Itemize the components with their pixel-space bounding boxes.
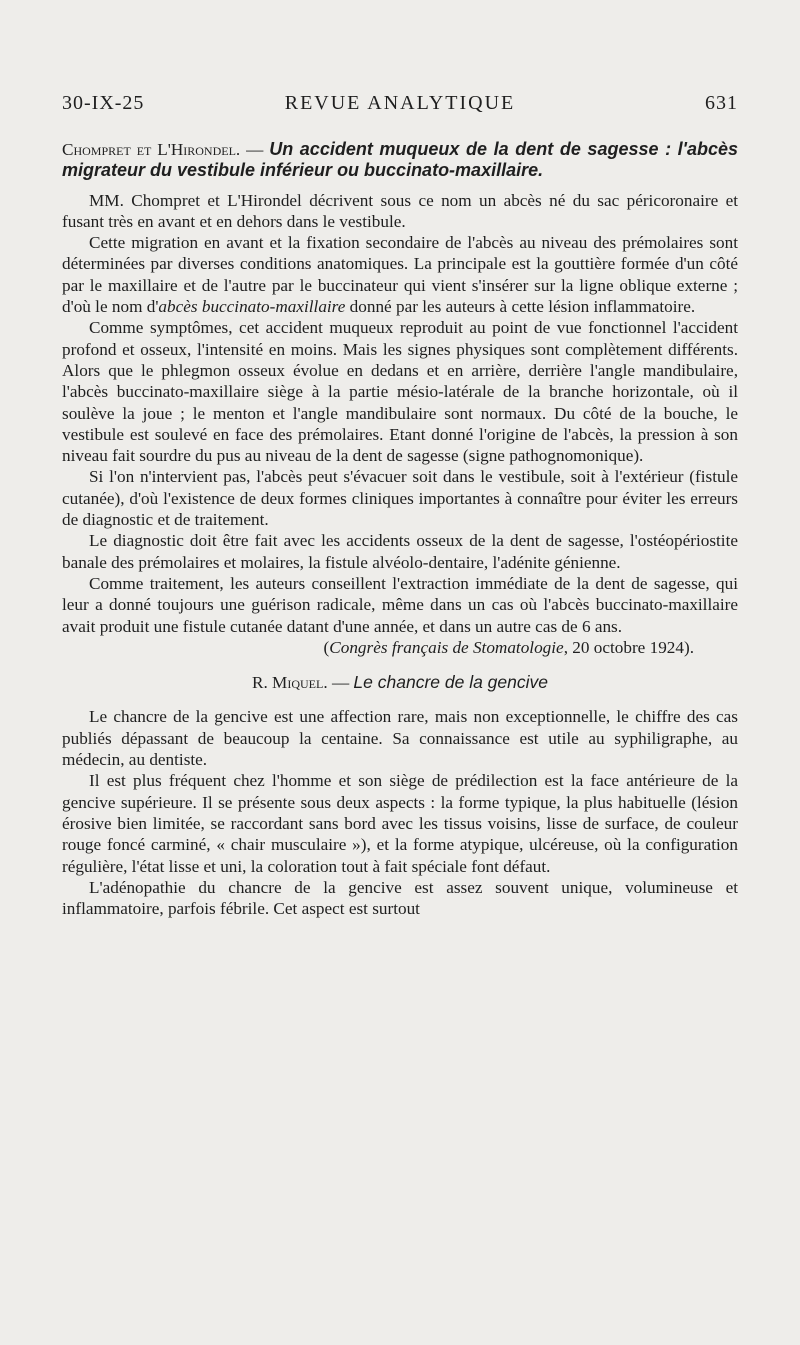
article-1-source: (Congrès français de Stomatologie, 20 octobre 1924). (323, 637, 694, 657)
running-head-date: 30-IX-25 (62, 92, 145, 114)
running-head-journal: REVUE ANALYTIQUE (284, 92, 516, 114)
article-2-dash: — (327, 673, 354, 693)
article-2-title: Le chancre de la gencive (353, 672, 548, 693)
article-2-paragraph: L'adénopathie du chancre de la gencive est assez souvent unique, volumineuse et inflammatoire, parfois fébrile. Cet aspect est surtout (62, 877, 738, 919)
article-2-paragraph: Il est plus fréquent chez l'homme et son siège de prédilection est la face antérieure de la gencive supérieure. Il se présente sous deux aspects : la forme typique, la plus habituelle (lésion érosive bien limitée, se raccordant sans bord avec les tissus voisins, lisse de surface, de couleur rouge foncé carminé, « chair musculaire »), et la forme atypique, ulcéreuse, où la configuration régulière, l'état lisse et uni, la coloration tout à fait spéciale font défaut. (62, 771, 738, 876)
running-head (62, 92, 738, 122)
article-2-paragraph: Le chancre de la gencive est une affection rare, mais non exceptionnelle, le chiffre des cas publiés dépassant de beaucoup la centaine. Sa connaissance est utile au syphiligraphe, au médecin, au dentiste. (62, 707, 738, 770)
article-1-authors: Chompret et L'Hirondel. (62, 140, 241, 159)
article-1-italic-term: abcès buccinato-maxillaire (158, 297, 346, 317)
article-1-paragraph: Si l'on n'intervient pas, l'abcès peut s'évacuer soit dans le vestibule, soit à l'extérieur (fistule cutanée), d'où l'existence de deux formes cliniques importantes à connaître pour éviter les erreurs de diagnostic et de traitement. (62, 467, 738, 530)
article-1-paragraph: Comme traitement, les auteurs conseillent l'extraction immédiate de la dent de sagesse, qui leur a donné toujours une guérison radicale, même dans un cas où l'abcès buccinato-maxillaire avait produit une fistule cutanée datant d'une année, et dans un autre cas de 6 ans. (62, 573, 738, 636)
source-congress-name: Congrès français de Stomatologie (329, 637, 564, 657)
article-1-title: Un accident muqueux de la dent de sagesse : l'abcès migrateur du vestibule inférieur ou buccinato-maxillaire. (62, 139, 738, 181)
article-1-paragraph: Comme symptômes, cet accident muqueux reproduit au point de vue fonctionnel l'accident profond et osseux, l'intensité en moins. Mais les signes physiques sont complètement différents. Alors que le phlegmon osseux évolue en dedans et en arrière, derrière l'angle mandibulaire, l'abcès buccinato-maxillaire siège à la partie mésio-latérale de la branche horizontale, où il soulève la joue ; le menton et l'angle mandibulaire sont normaux. Du côté de la bouche, le vestibule est soulevé en face des prémolaires. Etant donné l'origine de l'abcès, la pression à son niveau fait sourdre du pus au niveau de la dent de sagesse (signe pathognomonique). (62, 318, 738, 466)
page-number: 631 (705, 92, 738, 114)
article-1-dash: — (240, 140, 270, 159)
article-2-authors: R. Miquel. (252, 673, 328, 693)
body-text (62, 139, 738, 919)
article-1-paragraph: Le diagnostic doit être fait avec les accidents osseux de la dent de sagesse, l'ostéopériostite banale des prémolaires et molaires, la fistule alvéolo-dentaire, l'adénite génienne. (62, 531, 738, 572)
article-2-heading (62, 672, 738, 693)
article-1-heading (62, 139, 738, 182)
article-1-paragraph: Cette migration en avant et la fixation secondaire de l'abcès au niveau des prémolaires sont déterminées par diverses conditions anatomiques. La principale est la gouttière formée d'un côté par le maxillaire et de l'autre par le buccinateur qui vient s'insérer sur la ligne oblique externe ; d'où le nom d'abcès buccinato-maxillaire donné par les auteurs à cette lésion inflammatoire. (62, 233, 738, 317)
article-1-paragraph: MM. Chompret et L'Hirondel décrivent sous ce nom un abcès né du sac péricoronaire et fusant très en avant et en dehors dans le vestibule. (62, 190, 738, 231)
